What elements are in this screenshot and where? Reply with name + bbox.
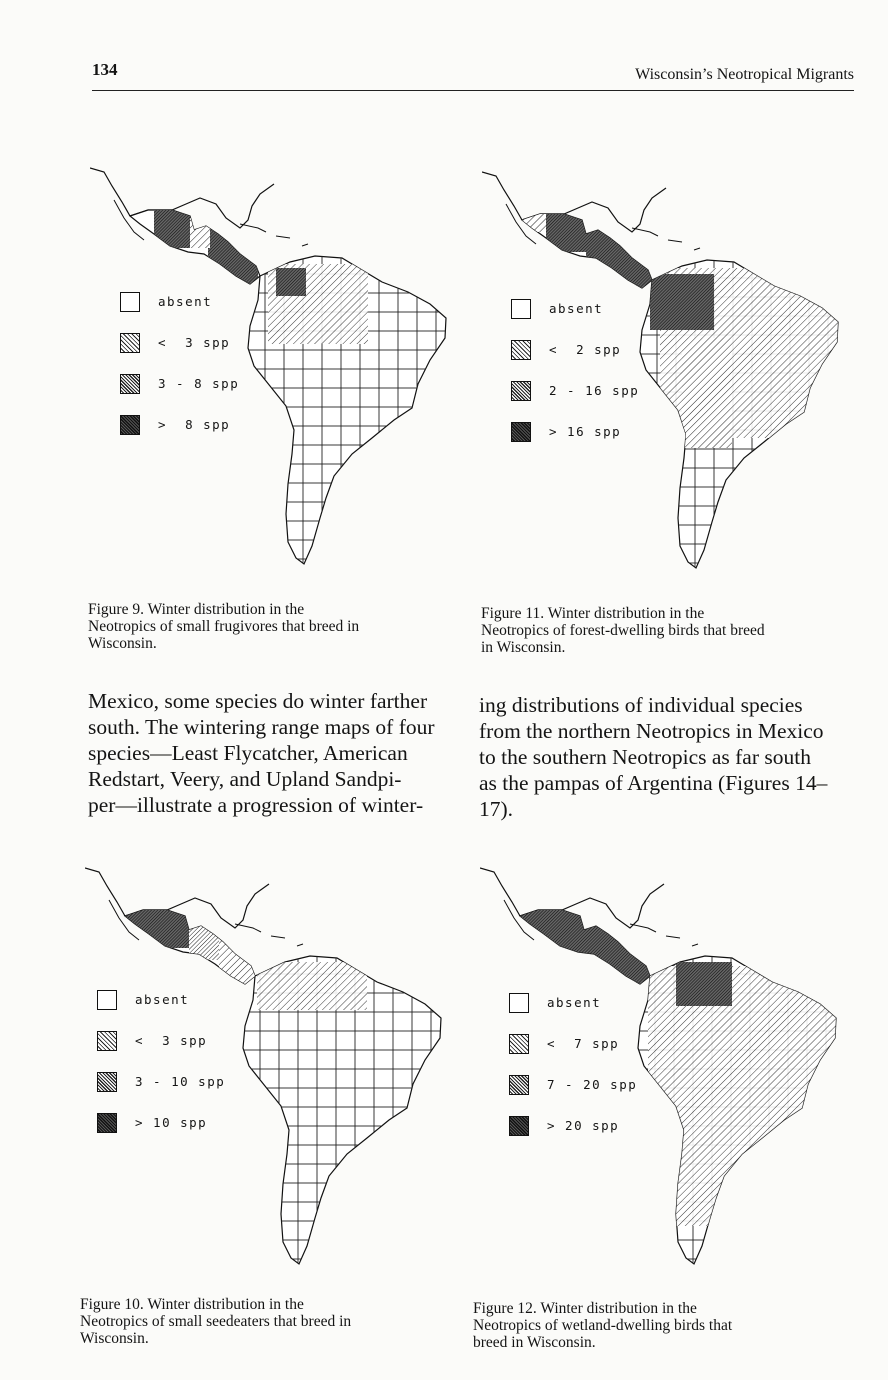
swatch-absent <box>509 993 529 1013</box>
figure-9-legend: absent < 3 spp 3 - 8 spp > 8 spp <box>120 292 290 452</box>
figure-9-caption: Figure 9. Winter distribution in the Neotropics of small frugivores that breed in Wisconsin. <box>88 601 360 652</box>
running-header <box>92 60 854 91</box>
swatch-high <box>509 1116 529 1136</box>
figure-11-legend: absent < 2 spp 2 - 16 spp > 16 spp <box>511 299 691 459</box>
figure-11-caption: Figure 11. Winter distribution in the Neotropics of forest-dwelling birds that breed in Wisconsin. <box>481 605 765 656</box>
figure-10-legend: absent < 3 spp 3 - 10 spp > 10 spp <box>97 990 277 1150</box>
swatch-mid <box>97 1072 117 1092</box>
swatch-absent <box>511 299 531 319</box>
body-text-left-column: Mexico, some species do winter farther south. The wintering range maps of four species—Least Flycatcher, American Redstart, Veery, and Upland Sandpi- per—illustrate a progression of winter- <box>88 689 435 817</box>
swatch-high <box>97 1113 117 1133</box>
swatch-low <box>120 333 140 353</box>
swatch-high <box>120 415 140 435</box>
swatch-mid <box>509 1075 529 1095</box>
swatch-mid <box>511 381 531 401</box>
running-title: Wisconsin’s Neotropical Migrants <box>635 66 854 83</box>
swatch-absent <box>120 292 140 312</box>
swatch-high <box>511 422 531 442</box>
body-text-right-column: ing distributions of individual species from the northern Neotropics in Mexico to the southern Neotropics as far south as the pampas of Argentina (Figures 14– 17). <box>479 693 828 821</box>
figure-10-caption: Figure 10. Winter distribution in the Neotropics of small seedeaters that breed in Wisconsin. <box>80 1296 352 1347</box>
swatch-low <box>511 340 531 360</box>
page-number: 134 <box>92 60 118 79</box>
figure-12-legend: absent < 7 spp 7 - 20 spp > 20 spp <box>509 993 689 1153</box>
swatch-absent <box>97 990 117 1010</box>
swatch-low <box>509 1034 529 1054</box>
swatch-low <box>97 1031 117 1051</box>
swatch-mid <box>120 374 140 394</box>
figure-12-caption: Figure 12. Winter distribution in the Neotropics of wetland-dwelling birds that breed in Wisconsin. <box>473 1300 733 1351</box>
